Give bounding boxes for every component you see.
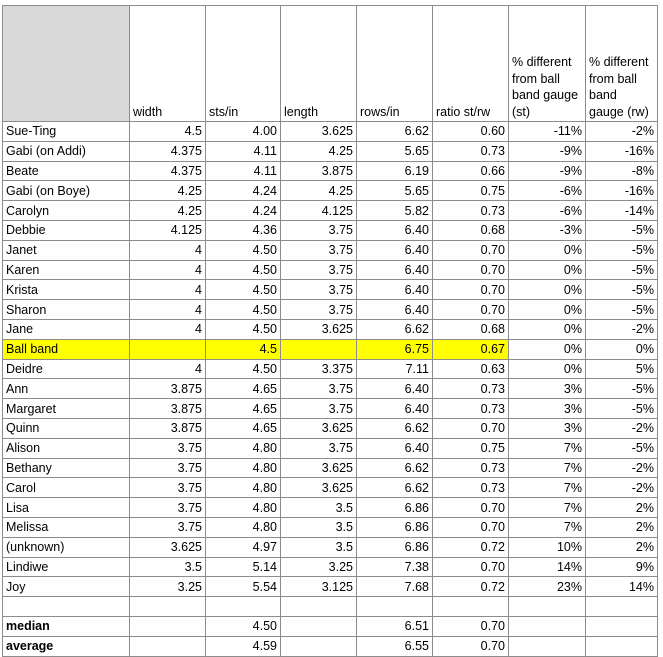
cell-rows-per-in[interactable]: 6.75	[357, 339, 433, 359]
table-row	[3, 537, 658, 557]
table-row	[3, 181, 658, 201]
cell-ratio[interactable]: 0.63	[433, 359, 509, 379]
cell-width[interactable]: 4	[130, 319, 206, 339]
cell-width[interactable]: 3.75	[130, 517, 206, 537]
table-row	[3, 517, 658, 537]
table-row	[3, 280, 658, 300]
cell-pct-diff-rw[interactable]: -16%	[586, 141, 658, 161]
cell-length[interactable]: 4.25	[281, 141, 357, 161]
cell-width[interactable]: 4	[130, 300, 206, 320]
cell-width[interactable]: 3.625	[130, 537, 206, 557]
cell-sts-per-in[interactable]: 4.80	[206, 517, 281, 537]
cell-width[interactable]: 4	[130, 260, 206, 280]
cell-pct-diff-rw[interactable]: 2%	[586, 517, 658, 537]
empty-cell[interactable]	[281, 636, 357, 656]
empty-cell[interactable]	[130, 636, 206, 656]
cell-ratio[interactable]: 0.72	[433, 577, 509, 597]
table-row	[3, 458, 658, 478]
cell-pct-diff-rw[interactable]: -5%	[586, 379, 658, 399]
cell-ratio[interactable]: 0.73	[433, 379, 509, 399]
cell-width[interactable]: 4	[130, 240, 206, 260]
cell-ratio[interactable]: 0.67	[433, 339, 509, 359]
cell-name[interactable]: Gabi (on Addi)	[3, 141, 130, 161]
cell-name[interactable]: Karen	[3, 260, 130, 280]
summary-sts-per-in[interactable]: 4.59	[206, 636, 281, 656]
cell-length[interactable]: 3.5	[281, 498, 357, 518]
table-row-ball-band	[3, 339, 658, 359]
cell-name[interactable]: Ann	[3, 379, 130, 399]
cell-length[interactable]: 3.75	[281, 280, 357, 300]
cell-width[interactable]: 4.25	[130, 181, 206, 201]
cell-pct-diff-st[interactable]: -6%	[509, 181, 586, 201]
cell-pct-diff-rw[interactable]: -5%	[586, 220, 658, 240]
cell-rows-per-in[interactable]: 6.40	[357, 280, 433, 300]
cell-sts-per-in[interactable]: 4.36	[206, 220, 281, 240]
cell-ratio[interactable]: 0.70	[433, 260, 509, 280]
cell-ratio[interactable]: 0.60	[433, 122, 509, 142]
cell-pct-diff-rw[interactable]: 9%	[586, 557, 658, 577]
cell-pct-diff-st[interactable]: 7%	[509, 478, 586, 498]
empty-cell[interactable]	[281, 616, 357, 636]
cell-pct-diff-st[interactable]: -9%	[509, 141, 586, 161]
cell-pct-diff-st[interactable]: 3%	[509, 399, 586, 419]
summary-sts-per-in[interactable]: 4.50	[206, 616, 281, 636]
cell-name[interactable]: Bethany	[3, 458, 130, 478]
table-row	[3, 220, 658, 240]
table-row	[3, 300, 658, 320]
cell-pct-diff-rw[interactable]: -2%	[586, 122, 658, 142]
cell-ratio[interactable]: 0.70	[433, 418, 509, 438]
cell-ratio[interactable]: 0.73	[433, 201, 509, 221]
summary-ratio[interactable]: 0.70	[433, 616, 509, 636]
cell-name[interactable]: (unknown)	[3, 537, 130, 557]
cell-width[interactable]: 3.875	[130, 418, 206, 438]
cell-name[interactable]: Joy	[3, 577, 130, 597]
cell-length[interactable]: 3.625	[281, 122, 357, 142]
cell-pct-diff-st[interactable]: 0%	[509, 300, 586, 320]
cell-name[interactable]: Carol	[3, 478, 130, 498]
summary-row-average	[3, 636, 658, 656]
cell-ratio[interactable]: 0.70	[433, 240, 509, 260]
cell-length[interactable]: 3.875	[281, 161, 357, 181]
summary-rows-per-in[interactable]: 6.51	[357, 616, 433, 636]
table-row	[3, 399, 658, 419]
cell-width[interactable]: 4.375	[130, 161, 206, 181]
cell-rows-per-in[interactable]: 6.19	[357, 161, 433, 181]
cell-name[interactable]: Janet	[3, 240, 130, 260]
cell-pct-diff-rw[interactable]: -5%	[586, 240, 658, 260]
cell-pct-diff-st[interactable]: 0%	[509, 260, 586, 280]
cell-name[interactable]: Lindiwe	[3, 557, 130, 577]
cell-pct-diff-rw[interactable]: -5%	[586, 300, 658, 320]
cell-length[interactable]: 3.125	[281, 577, 357, 597]
cell-pct-diff-rw[interactable]: -8%	[586, 161, 658, 181]
cell-rows-per-in[interactable]: 6.62	[357, 319, 433, 339]
empty-cell[interactable]	[130, 616, 206, 636]
cell-pct-diff-rw[interactable]: -2%	[586, 458, 658, 478]
cell-width[interactable]: 3.75	[130, 458, 206, 478]
cell-rows-per-in[interactable]: 6.40	[357, 300, 433, 320]
table-row	[3, 379, 658, 399]
cell-width[interactable]: 4	[130, 359, 206, 379]
cell-name[interactable]: Debbie	[3, 220, 130, 240]
table-row	[3, 577, 658, 597]
cell-sts-per-in[interactable]: 4.80	[206, 498, 281, 518]
cell-sts-per-in[interactable]: 4.50	[206, 319, 281, 339]
cell-sts-per-in[interactable]: 4.50	[206, 280, 281, 300]
cell-sts-per-in[interactable]: 4.5	[206, 339, 281, 359]
cell-pct-diff-rw[interactable]: 14%	[586, 577, 658, 597]
summary-label[interactable]: median	[3, 616, 130, 636]
cell-length[interactable]: 3.625	[281, 418, 357, 438]
header-rows-per-in[interactable]: rows/in	[357, 6, 433, 122]
empty-cell[interactable]	[509, 597, 586, 617]
header-pct-diff-st[interactable]: % different from ball band gauge (st)	[509, 6, 586, 122]
cell-rows-per-in[interactable]: 6.40	[357, 260, 433, 280]
cell-sts-per-in[interactable]: 5.14	[206, 557, 281, 577]
gauge-spreadsheet	[2, 5, 658, 657]
header-row	[3, 6, 658, 122]
cell-length[interactable]: 3.75	[281, 260, 357, 280]
cell-sts-per-in[interactable]: 4.50	[206, 300, 281, 320]
cell-name[interactable]: Gabi (on Boye)	[3, 181, 130, 201]
cell-ratio[interactable]: 0.70	[433, 517, 509, 537]
cell-length[interactable]: 3.75	[281, 399, 357, 419]
cell-length[interactable]: 3.75	[281, 438, 357, 458]
table-row	[3, 418, 658, 438]
cell-width[interactable]: 3.875	[130, 399, 206, 419]
cell-pct-diff-rw[interactable]: -2%	[586, 319, 658, 339]
cell-pct-diff-st[interactable]: 7%	[509, 498, 586, 518]
cell-length[interactable]: 3.75	[281, 220, 357, 240]
cell-width[interactable]: 4.125	[130, 220, 206, 240]
cell-sts-per-in[interactable]: 4.50	[206, 359, 281, 379]
empty-cell[interactable]	[586, 636, 658, 656]
cell-rows-per-in[interactable]: 6.62	[357, 418, 433, 438]
cell-name[interactable]: Beate	[3, 161, 130, 181]
cell-ratio[interactable]: 0.68	[433, 220, 509, 240]
cell-pct-diff-rw[interactable]: -5%	[586, 280, 658, 300]
cell-length[interactable]: 3.625	[281, 478, 357, 498]
cell-sts-per-in[interactable]: 4.50	[206, 240, 281, 260]
cell-pct-diff-st[interactable]: 3%	[509, 418, 586, 438]
summary-label[interactable]: average	[3, 636, 130, 656]
cell-sts-per-in[interactable]: 4.80	[206, 478, 281, 498]
cell-pct-diff-st[interactable]: 0%	[509, 240, 586, 260]
cell-length[interactable]: 4.125	[281, 201, 357, 221]
cell-pct-diff-rw[interactable]: 2%	[586, 498, 658, 518]
cell-length[interactable]: 3.25	[281, 557, 357, 577]
cell-length[interactable]: 3.75	[281, 300, 357, 320]
cell-name[interactable]: Melissa	[3, 517, 130, 537]
cell-width[interactable]: 4.25	[130, 201, 206, 221]
cell-pct-diff-rw[interactable]: -2%	[586, 478, 658, 498]
cell-length[interactable]: 3.75	[281, 240, 357, 260]
cell-length[interactable]: 3.75	[281, 379, 357, 399]
cell-pct-diff-st[interactable]: 7%	[509, 438, 586, 458]
cell-ratio[interactable]: 0.73	[433, 141, 509, 161]
cell-rows-per-in[interactable]: 6.86	[357, 498, 433, 518]
cell-pct-diff-st[interactable]: 23%	[509, 577, 586, 597]
cell-name[interactable]: Lisa	[3, 498, 130, 518]
header-corner-cell[interactable]	[3, 6, 130, 122]
cell-pct-diff-st[interactable]: -3%	[509, 220, 586, 240]
cell-pct-diff-rw[interactable]: 2%	[586, 537, 658, 557]
cell-ratio[interactable]: 0.73	[433, 478, 509, 498]
cell-name[interactable]: Margaret	[3, 399, 130, 419]
empty-cell[interactable]	[586, 597, 658, 617]
blank-row	[3, 597, 658, 617]
cell-pct-diff-st[interactable]: -9%	[509, 161, 586, 181]
cell-pct-diff-rw[interactable]: -16%	[586, 181, 658, 201]
cell-ratio[interactable]: 0.70	[433, 300, 509, 320]
cell-ratio[interactable]: 0.73	[433, 458, 509, 478]
cell-name[interactable]: Krista	[3, 280, 130, 300]
empty-cell[interactable]	[357, 597, 433, 617]
header-length[interactable]: length	[281, 6, 357, 122]
cell-sts-per-in[interactable]: 4.00	[206, 122, 281, 142]
empty-cell[interactable]	[281, 597, 357, 617]
cell-name[interactable]: Ball band	[3, 339, 130, 359]
cell-rows-per-in[interactable]: 5.82	[357, 201, 433, 221]
cell-length[interactable]: 3.625	[281, 458, 357, 478]
cell-name[interactable]: Alison	[3, 438, 130, 458]
cell-pct-diff-st[interactable]: 0%	[509, 280, 586, 300]
cell-width[interactable]: 3.75	[130, 438, 206, 458]
cell-ratio[interactable]: 0.66	[433, 161, 509, 181]
cell-name[interactable]: Sharon	[3, 300, 130, 320]
cell-sts-per-in[interactable]: 4.80	[206, 438, 281, 458]
cell-pct-diff-st[interactable]: 0%	[509, 359, 586, 379]
summary-rows-per-in[interactable]: 6.55	[357, 636, 433, 656]
cell-width[interactable]: 3.75	[130, 498, 206, 518]
cell-ratio[interactable]: 0.75	[433, 181, 509, 201]
cell-sts-per-in[interactable]: 4.50	[206, 260, 281, 280]
cell-length[interactable]: 3.5	[281, 537, 357, 557]
cell-ratio[interactable]: 0.75	[433, 438, 509, 458]
cell-pct-diff-rw[interactable]: 0%	[586, 339, 658, 359]
table-row	[3, 498, 658, 518]
table-row	[3, 240, 658, 260]
cell-width[interactable]	[130, 339, 206, 359]
cell-sts-per-in[interactable]: 4.80	[206, 458, 281, 478]
cell-pct-diff-st[interactable]: 7%	[509, 458, 586, 478]
cell-ratio[interactable]: 0.70	[433, 280, 509, 300]
empty-cell[interactable]	[206, 597, 281, 617]
cell-rows-per-in[interactable]: 6.62	[357, 122, 433, 142]
cell-pct-diff-st[interactable]: 10%	[509, 537, 586, 557]
cell-rows-per-in[interactable]: 7.38	[357, 557, 433, 577]
cell-length[interactable]: 4.25	[281, 181, 357, 201]
cell-pct-diff-st[interactable]: 3%	[509, 379, 586, 399]
cell-pct-diff-rw[interactable]: -2%	[586, 418, 658, 438]
cell-rows-per-in[interactable]: 6.40	[357, 438, 433, 458]
cell-width[interactable]: 3.25	[130, 577, 206, 597]
cell-width[interactable]: 3.5	[130, 557, 206, 577]
cell-sts-per-in[interactable]: 4.65	[206, 418, 281, 438]
header-ratio[interactable]: ratio st/rw	[433, 6, 509, 122]
header-pct-diff-rw[interactable]: % different from ball band gauge (rw)	[586, 6, 658, 122]
empty-cell[interactable]	[509, 616, 586, 636]
cell-rows-per-in[interactable]: 6.62	[357, 478, 433, 498]
cell-length[interactable]	[281, 339, 357, 359]
cell-sts-per-in[interactable]: 4.11	[206, 161, 281, 181]
cell-rows-per-in[interactable]: 5.65	[357, 141, 433, 161]
cell-rows-per-in[interactable]: 7.68	[357, 577, 433, 597]
summary-ratio[interactable]: 0.70	[433, 636, 509, 656]
table-row	[3, 161, 658, 181]
empty-cell[interactable]	[130, 597, 206, 617]
cell-ratio[interactable]: 0.68	[433, 319, 509, 339]
cell-ratio[interactable]: 0.70	[433, 557, 509, 577]
table-row	[3, 359, 658, 379]
cell-ratio[interactable]: 0.72	[433, 537, 509, 557]
table-row	[3, 557, 658, 577]
cell-width[interactable]: 3.875	[130, 379, 206, 399]
cell-width[interactable]: 4.5	[130, 122, 206, 142]
cell-pct-diff-st[interactable]: -6%	[509, 201, 586, 221]
empty-cell[interactable]	[433, 597, 509, 617]
cell-name[interactable]: Sue-Ting	[3, 122, 130, 142]
cell-ratio[interactable]: 0.70	[433, 498, 509, 518]
cell-length[interactable]: 3.375	[281, 359, 357, 379]
summary-row-median	[3, 616, 658, 636]
cell-sts-per-in[interactable]: 4.11	[206, 141, 281, 161]
cell-pct-diff-st[interactable]: 7%	[509, 517, 586, 537]
cell-rows-per-in[interactable]: 6.86	[357, 517, 433, 537]
cell-rows-per-in[interactable]: 6.40	[357, 220, 433, 240]
cell-sts-per-in[interactable]: 5.54	[206, 577, 281, 597]
empty-cell[interactable]	[586, 616, 658, 636]
cell-pct-diff-st[interactable]: -11%	[509, 122, 586, 142]
cell-pct-diff-st[interactable]: 0%	[509, 339, 586, 359]
cell-name[interactable]: Jane	[3, 319, 130, 339]
cell-pct-diff-rw[interactable]: -5%	[586, 260, 658, 280]
table-row	[3, 201, 658, 221]
empty-cell[interactable]	[509, 636, 586, 656]
cell-pct-diff-rw[interactable]: -14%	[586, 201, 658, 221]
cell-sts-per-in[interactable]: 4.65	[206, 379, 281, 399]
cell-pct-diff-rw[interactable]: -5%	[586, 438, 658, 458]
table-row	[3, 122, 658, 142]
table-row	[3, 478, 658, 498]
cell-sts-per-in[interactable]: 4.24	[206, 181, 281, 201]
cell-width[interactable]: 4	[130, 280, 206, 300]
table-row	[3, 260, 658, 280]
header-width[interactable]: width	[130, 6, 206, 122]
cell-width[interactable]: 4.375	[130, 141, 206, 161]
cell-pct-diff-st[interactable]: 0%	[509, 319, 586, 339]
cell-name[interactable]: Quinn	[3, 418, 130, 438]
cell-length[interactable]: 3.5	[281, 517, 357, 537]
cell-rows-per-in[interactable]: 6.62	[357, 458, 433, 478]
cell-ratio[interactable]: 0.73	[433, 399, 509, 419]
cell-name[interactable]: Carolyn	[3, 201, 130, 221]
cell-name[interactable]: Deidre	[3, 359, 130, 379]
header-sts-per-in[interactable]: sts/in	[206, 6, 281, 122]
cell-length[interactable]: 3.625	[281, 319, 357, 339]
cell-rows-per-in[interactable]: 6.40	[357, 399, 433, 419]
empty-cell[interactable]	[3, 597, 130, 617]
cell-rows-per-in[interactable]: 5.65	[357, 181, 433, 201]
cell-rows-per-in[interactable]: 6.40	[357, 379, 433, 399]
cell-pct-diff-st[interactable]: 14%	[509, 557, 586, 577]
cell-sts-per-in[interactable]: 4.24	[206, 201, 281, 221]
cell-pct-diff-rw[interactable]: -5%	[586, 399, 658, 419]
cell-pct-diff-rw[interactable]: 5%	[586, 359, 658, 379]
cell-rows-per-in[interactable]: 6.40	[357, 240, 433, 260]
cell-sts-per-in[interactable]: 4.97	[206, 537, 281, 557]
cell-rows-per-in[interactable]: 7.11	[357, 359, 433, 379]
cell-width[interactable]: 3.75	[130, 478, 206, 498]
cell-rows-per-in[interactable]: 6.86	[357, 537, 433, 557]
table-row	[3, 438, 658, 458]
table-row	[3, 319, 658, 339]
cell-sts-per-in[interactable]: 4.65	[206, 399, 281, 419]
table-row	[3, 141, 658, 161]
